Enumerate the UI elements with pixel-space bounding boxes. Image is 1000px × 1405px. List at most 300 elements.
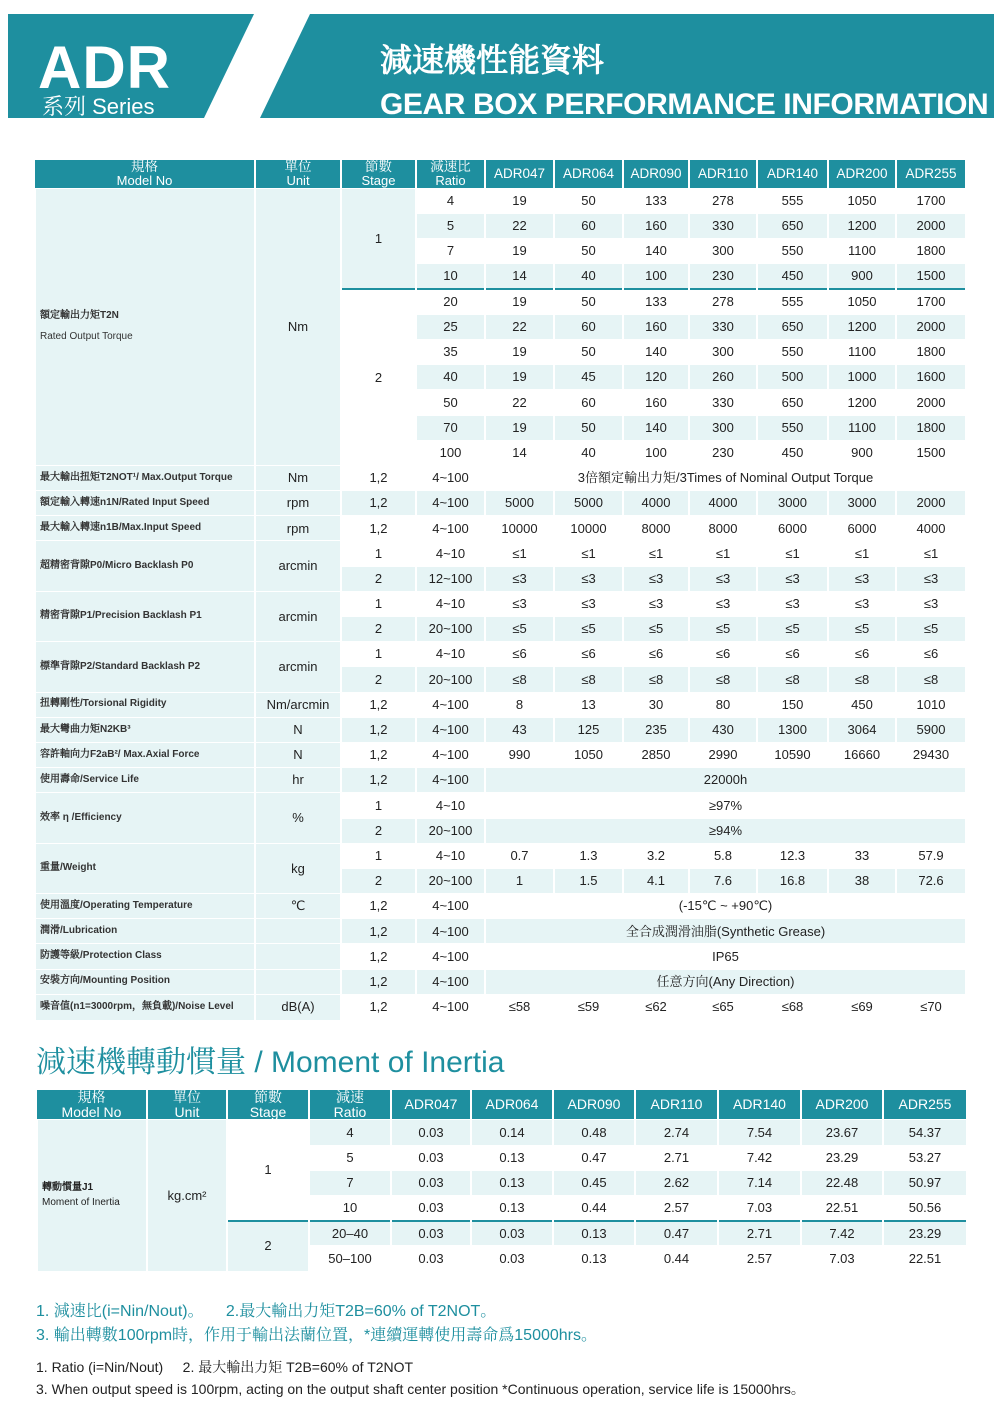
header-model-col: ADR064 <box>471 1090 553 1120</box>
value-cell: 3.2 <box>623 843 689 868</box>
stage-cell: 1,2 <box>341 742 416 767</box>
value-cell: ≤58 <box>485 994 554 1019</box>
value-cell: 900 <box>828 440 896 465</box>
brand-code: ADR <box>38 34 171 101</box>
value-cell: 278 <box>689 188 757 213</box>
value-cell: 7.42 <box>718 1145 801 1170</box>
row-label: 最大彎曲力矩N2KB³ <box>35 717 255 742</box>
header-model-col: ADR090 <box>553 1090 635 1120</box>
ratio-cell: 4~100 <box>416 516 485 541</box>
value-cell: ≤3 <box>623 566 689 591</box>
row-label: 超精密背隙P0/Micro Backlash P0 <box>35 541 255 591</box>
value-cell: 0.03 <box>471 1246 553 1271</box>
value-cell: 1100 <box>828 415 896 440</box>
value-cell: ≤3 <box>757 591 828 616</box>
value-cell: 80 <box>689 692 757 717</box>
row-label: 噪音值(n1=3000rpm，無負載)/Noise Level <box>35 994 255 1019</box>
value-cell: ≤5 <box>896 617 965 642</box>
ratio-cell: 4~100 <box>416 969 485 994</box>
ratio-cell: 40 <box>416 365 485 390</box>
table-row <box>35 591 965 616</box>
value-cell: 0.13 <box>471 1195 553 1220</box>
value-cell: 0.7 <box>485 843 554 868</box>
value-cell: 550 <box>757 415 828 440</box>
stage-cell: 1,2 <box>341 717 416 742</box>
row-label: 額定輸入轉速n1N/Rated Input Speed <box>35 491 255 516</box>
value-cell: 900 <box>828 264 896 289</box>
stage-cell: 1,2 <box>341 994 416 1019</box>
row-label: 防護等級/Protection Class <box>35 944 255 969</box>
table-row <box>35 969 965 994</box>
header-model-col: ADR064 <box>554 160 623 188</box>
table-row <box>35 768 965 793</box>
value-cell: ≤8 <box>623 667 689 692</box>
stage-cell: 1 <box>341 591 416 616</box>
stage-cell: 1 <box>227 1120 309 1221</box>
span-value-cell: 3倍額定輸出力矩/3Times of Nominal Output Torque <box>485 465 965 490</box>
value-cell: 30 <box>623 692 689 717</box>
ratio-cell: 50–100 <box>309 1246 391 1271</box>
value-cell: 0.13 <box>471 1145 553 1170</box>
ratio-cell: 4~100 <box>416 894 485 919</box>
value-cell: ≤59 <box>554 994 623 1019</box>
value-cell: 14 <box>485 440 554 465</box>
span-value-cell: ≥94% <box>485 818 965 843</box>
row-label: 容許軸向力F2aB²/ Max.Axial Force <box>35 742 255 767</box>
value-cell: 1800 <box>896 415 965 440</box>
value-cell: 57.9 <box>896 843 965 868</box>
value-cell: ≤3 <box>554 566 623 591</box>
row-label: 使用壽命/Service Life <box>35 768 255 793</box>
table-row <box>35 742 965 767</box>
stage-cell: 1 <box>341 541 416 566</box>
header-model-col: ADR200 <box>828 160 896 188</box>
value-cell: 230 <box>689 440 757 465</box>
row-label: 扭轉剛性/Torsional Rigidity <box>35 692 255 717</box>
stage-cell: 1 <box>341 843 416 868</box>
header-model-col: ADR200 <box>801 1090 883 1120</box>
value-cell: 22.48 <box>801 1170 883 1195</box>
value-cell: 29430 <box>896 742 965 767</box>
value-cell: 1800 <box>896 239 965 264</box>
value-cell: ≤1 <box>757 541 828 566</box>
value-cell: 40 <box>554 264 623 289</box>
value-cell: 3000 <box>757 491 828 516</box>
value-cell: 330 <box>689 390 757 415</box>
value-cell: 1800 <box>896 339 965 364</box>
value-cell: 50 <box>554 289 623 314</box>
ratio-cell: 20–40 <box>309 1221 391 1246</box>
header-model-col: ADR047 <box>391 1090 471 1120</box>
value-cell: 38 <box>828 868 896 893</box>
value-cell: 1000 <box>828 365 896 390</box>
value-cell: ≤1 <box>896 541 965 566</box>
ratio-cell: 5 <box>416 214 485 239</box>
value-cell: ≤1 <box>554 541 623 566</box>
value-cell: 550 <box>757 239 828 264</box>
value-cell: ≤1 <box>689 541 757 566</box>
stage-cell: 1,2 <box>341 692 416 717</box>
value-cell: ≤8 <box>554 667 623 692</box>
value-cell: 50 <box>554 339 623 364</box>
value-cell: 1200 <box>828 390 896 415</box>
value-cell: ≤3 <box>485 591 554 616</box>
ratio-cell: 4~100 <box>416 717 485 742</box>
value-cell: ≤6 <box>757 642 828 667</box>
value-cell: 1100 <box>828 339 896 364</box>
page-title-en: GEAR BOX PERFORMANCE INFORMATION <box>380 88 989 121</box>
stage-cell: 1,2 <box>341 944 416 969</box>
table-row <box>35 642 965 667</box>
value-cell: 33 <box>828 843 896 868</box>
value-cell: 13 <box>554 692 623 717</box>
ratio-cell: 20~100 <box>416 868 485 893</box>
ratio-cell: 4~100 <box>416 742 485 767</box>
value-cell: 125 <box>554 717 623 742</box>
ratio-cell: 4 <box>416 188 485 213</box>
value-cell: 0.13 <box>553 1246 635 1271</box>
stage-cell: 1,2 <box>341 894 416 919</box>
value-cell: 50 <box>554 415 623 440</box>
value-cell: 450 <box>828 692 896 717</box>
value-cell: ≤3 <box>896 591 965 616</box>
unit-cell <box>255 944 341 969</box>
value-cell: ≤8 <box>828 667 896 692</box>
value-cell: 4000 <box>623 491 689 516</box>
value-cell: 0.45 <box>553 1170 635 1195</box>
row-label-inertia: 轉動慣量J1 Moment of Inertia <box>37 1120 147 1271</box>
value-cell: 1700 <box>896 188 965 213</box>
unit-cell <box>255 919 341 944</box>
value-cell: 550 <box>757 339 828 364</box>
ratio-cell: 5 <box>309 1145 391 1170</box>
header-model-col: ADR255 <box>896 160 965 188</box>
table-row <box>35 944 965 969</box>
table-row <box>35 516 965 541</box>
ratio-cell: 4~100 <box>416 491 485 516</box>
header-ratio: 減速比 Ratio <box>416 160 485 188</box>
span-value-cell: 全合成潤滑油脂(Synthetic Grease) <box>485 919 965 944</box>
ratio-cell: 50 <box>416 390 485 415</box>
value-cell: 0.44 <box>635 1246 718 1271</box>
stage-cell: 2 <box>341 667 416 692</box>
table-row <box>35 919 965 944</box>
value-cell: 0.03 <box>391 1120 471 1145</box>
stage-cell: 2 <box>341 818 416 843</box>
value-cell: 650 <box>757 390 828 415</box>
row-label: 最大輸出扭矩T2NOT¹/ Max.Output Torque <box>35 465 255 490</box>
value-cell: 5000 <box>554 491 623 516</box>
value-cell: 0.03 <box>391 1145 471 1170</box>
unit-cell: N <box>255 717 341 742</box>
ratio-cell: 4~100 <box>416 465 485 490</box>
table-row <box>35 541 965 566</box>
value-cell: 1.3 <box>554 843 623 868</box>
table-row <box>35 491 965 516</box>
value-cell: 1500 <box>896 440 965 465</box>
table-row <box>35 994 965 1019</box>
value-cell: ≤3 <box>896 566 965 591</box>
value-cell: 0.47 <box>553 1145 635 1170</box>
value-cell: 1200 <box>828 214 896 239</box>
header-ratio: 減速 Ratio <box>309 1090 391 1120</box>
value-cell: 8000 <box>689 516 757 541</box>
value-cell: ≤6 <box>554 642 623 667</box>
header-model-col: ADR255 <box>883 1090 966 1120</box>
unit-cell: rpm <box>255 491 341 516</box>
value-cell: 8 <box>485 692 554 717</box>
table-row <box>37 1120 966 1145</box>
unit-cell: arcmin <box>255 642 341 692</box>
value-cell: 0.03 <box>391 1170 471 1195</box>
value-cell: 10000 <box>554 516 623 541</box>
value-cell: 0.13 <box>471 1170 553 1195</box>
value-cell: 120 <box>623 365 689 390</box>
value-cell: 2000 <box>896 314 965 339</box>
value-cell: 45 <box>554 365 623 390</box>
table-row <box>35 465 965 490</box>
stage-cell: 1,2 <box>341 491 416 516</box>
value-cell: 0.03 <box>391 1221 471 1246</box>
value-cell: 10590 <box>757 742 828 767</box>
value-cell: ≤6 <box>828 642 896 667</box>
value-cell: 300 <box>689 239 757 264</box>
value-cell: 300 <box>689 339 757 364</box>
value-cell: ≤5 <box>689 617 757 642</box>
value-cell: 2.71 <box>718 1221 801 1246</box>
value-cell: ≤8 <box>896 667 965 692</box>
value-cell: 40 <box>554 440 623 465</box>
ratio-cell: 4 <box>309 1120 391 1145</box>
value-cell: ≤6 <box>689 642 757 667</box>
stage-cell: 1,2 <box>341 919 416 944</box>
value-cell: ≤62 <box>623 994 689 1019</box>
value-cell: 260 <box>689 365 757 390</box>
stage-cell: 2 <box>341 617 416 642</box>
ratio-cell: 70 <box>416 415 485 440</box>
ratio-cell: 4~10 <box>416 642 485 667</box>
value-cell: 53.27 <box>883 1145 966 1170</box>
span-value-cell: IP65 <box>485 944 965 969</box>
value-cell: 278 <box>689 289 757 314</box>
value-cell: 2850 <box>623 742 689 767</box>
header-model-col: ADR110 <box>635 1090 718 1120</box>
value-cell: 19 <box>485 289 554 314</box>
header-model-col: ADR090 <box>623 160 689 188</box>
value-cell: 0.44 <box>553 1195 635 1220</box>
value-cell: ≤68 <box>757 994 828 1019</box>
row-label: 重量/Weight <box>35 843 255 893</box>
unit-cell: Nm <box>255 188 341 465</box>
ratio-cell: 20~100 <box>416 617 485 642</box>
value-cell: 23.29 <box>801 1145 883 1170</box>
unit-cell: Nm/arcmin <box>255 692 341 717</box>
value-cell: ≤5 <box>828 617 896 642</box>
value-cell: 22.51 <box>801 1195 883 1220</box>
value-cell: 500 <box>757 365 828 390</box>
stage-cell: 1 <box>341 793 416 818</box>
value-cell: ≤6 <box>896 642 965 667</box>
value-cell: 16.8 <box>757 868 828 893</box>
value-cell: 650 <box>757 214 828 239</box>
value-cell: 0.03 <box>391 1195 471 1220</box>
value-cell: 1600 <box>896 365 965 390</box>
value-cell: 330 <box>689 214 757 239</box>
header-model: 規格 Model No <box>35 160 255 188</box>
value-cell: ≤5 <box>485 617 554 642</box>
value-cell: 10000 <box>485 516 554 541</box>
value-cell: 5.8 <box>689 843 757 868</box>
unit-cell: arcmin <box>255 541 341 591</box>
value-cell: ≤3 <box>689 566 757 591</box>
value-cell: 72.6 <box>896 868 965 893</box>
table-row <box>35 793 965 818</box>
value-cell: 1.5 <box>554 868 623 893</box>
table-row <box>35 692 965 717</box>
value-cell: 160 <box>623 390 689 415</box>
row-label-rated-torque: 額定輸出力矩T2N Rated Output Torque <box>35 188 255 465</box>
table-header-row <box>35 160 965 188</box>
value-cell: ≤3 <box>623 591 689 616</box>
value-cell: ≤3 <box>828 591 896 616</box>
value-cell: 2.62 <box>635 1170 718 1195</box>
span-value-cell: ≥97% <box>485 793 965 818</box>
header-model-col: ADR047 <box>485 160 554 188</box>
unit-cell: Nm <box>255 465 341 490</box>
value-cell: 133 <box>623 188 689 213</box>
value-cell: 300 <box>689 415 757 440</box>
value-cell: 2.74 <box>635 1120 718 1145</box>
value-cell: 50.97 <box>883 1170 966 1195</box>
value-cell: 0.47 <box>635 1221 718 1246</box>
value-cell: 133 <box>623 289 689 314</box>
value-cell: 0.14 <box>471 1120 553 1145</box>
value-cell: 140 <box>623 415 689 440</box>
value-cell: 0.13 <box>553 1221 635 1246</box>
ratio-cell: 12~100 <box>416 566 485 591</box>
unit-cell: N <box>255 742 341 767</box>
ratio-cell: 100 <box>416 440 485 465</box>
row-label: 精密背隙P1/Precision Backlash P1 <box>35 591 255 641</box>
value-cell: 12.3 <box>757 843 828 868</box>
ratio-cell: 4~100 <box>416 768 485 793</box>
ratio-cell: 4~10 <box>416 793 485 818</box>
value-cell: 60 <box>554 214 623 239</box>
value-cell: ≤65 <box>689 994 757 1019</box>
table-row <box>35 717 965 742</box>
value-cell: 19 <box>485 415 554 440</box>
value-cell: 60 <box>554 314 623 339</box>
header-unit: 單位 Unit <box>147 1090 227 1120</box>
value-cell: 2.57 <box>718 1246 801 1271</box>
page-title-zh: 減速機性能資料 <box>380 42 605 78</box>
header-model-col: ADR110 <box>689 160 757 188</box>
value-cell: 230 <box>689 264 757 289</box>
value-cell: 1100 <box>828 239 896 264</box>
stage-cell: 1 <box>341 642 416 667</box>
ratio-cell: 25 <box>416 314 485 339</box>
unit-cell: hr <box>255 768 341 793</box>
value-cell: ≤69 <box>828 994 896 1019</box>
table-row <box>35 843 965 868</box>
row-label: 潤滑/Lubrication <box>35 919 255 944</box>
span-value-cell: (-15℃ ~ +90℃) <box>485 894 965 919</box>
value-cell: ≤1 <box>828 541 896 566</box>
value-cell: 7.03 <box>801 1246 883 1271</box>
value-cell: 450 <box>757 264 828 289</box>
value-cell: 160 <box>623 214 689 239</box>
value-cell: ≤70 <box>896 994 965 1019</box>
header-stage: 節數 Stage <box>227 1090 309 1120</box>
value-cell: 160 <box>623 314 689 339</box>
value-cell: 2990 <box>689 742 757 767</box>
note-zh-2: 3. 輸出轉數100rpm時，作用于輸出法蘭位置，*連續運轉使用壽命爲15000hrs。 <box>36 1327 597 1344</box>
value-cell: 7.14 <box>718 1170 801 1195</box>
row-label: 安裝方向/Mounting Position <box>35 969 255 994</box>
unit-cell: rpm <box>255 516 341 541</box>
stage-cell: 1,2 <box>341 465 416 490</box>
ratio-cell: 4~100 <box>416 944 485 969</box>
value-cell: 19 <box>485 188 554 213</box>
header-model-col: ADR140 <box>757 160 828 188</box>
unit-cell: kg <box>255 843 341 893</box>
value-cell: 2.57 <box>635 1195 718 1220</box>
value-cell: 555 <box>757 289 828 314</box>
value-cell: 2000 <box>896 491 965 516</box>
value-cell: 1200 <box>828 314 896 339</box>
value-cell: ≤8 <box>757 667 828 692</box>
value-cell: ≤5 <box>554 617 623 642</box>
value-cell: 1300 <box>757 717 828 742</box>
stage-cell: 2 <box>341 289 416 465</box>
value-cell: 22 <box>485 390 554 415</box>
value-cell: 50 <box>554 188 623 213</box>
unit-cell: kg.cm² <box>147 1120 227 1271</box>
value-cell: 6000 <box>828 516 896 541</box>
value-cell: 555 <box>757 188 828 213</box>
value-cell: 990 <box>485 742 554 767</box>
value-cell: 23.67 <box>801 1120 883 1145</box>
value-cell: 2000 <box>896 214 965 239</box>
ratio-cell: 4~10 <box>416 591 485 616</box>
value-cell: 22 <box>485 314 554 339</box>
value-cell: 16660 <box>828 742 896 767</box>
value-cell: 8000 <box>623 516 689 541</box>
unit-cell: dB(A) <box>255 994 341 1019</box>
ratio-cell: 4~100 <box>416 919 485 944</box>
value-cell: ≤1 <box>623 541 689 566</box>
value-cell: 5000 <box>485 491 554 516</box>
performance-table <box>34 160 965 1020</box>
value-cell: 23.29 <box>883 1221 966 1246</box>
ratio-cell: 20~100 <box>416 818 485 843</box>
value-cell: 7.54 <box>718 1120 801 1145</box>
value-cell: 7.03 <box>718 1195 801 1220</box>
value-cell: 43 <box>485 717 554 742</box>
ratio-cell: 4~10 <box>416 541 485 566</box>
header-model-col: ADR140 <box>718 1090 801 1120</box>
value-cell: 50 <box>554 239 623 264</box>
header-stage: 節數 Stage <box>341 160 416 188</box>
value-cell: 1050 <box>554 742 623 767</box>
ratio-cell: 4~10 <box>416 843 485 868</box>
row-label: 標準背隙P2/Standard Backlash P2 <box>35 642 255 692</box>
value-cell: 450 <box>757 440 828 465</box>
ratio-cell: 7 <box>309 1170 391 1195</box>
row-label: 效率 η /Efficiency <box>35 793 255 843</box>
value-cell: 1050 <box>828 188 896 213</box>
unit-cell <box>255 969 341 994</box>
